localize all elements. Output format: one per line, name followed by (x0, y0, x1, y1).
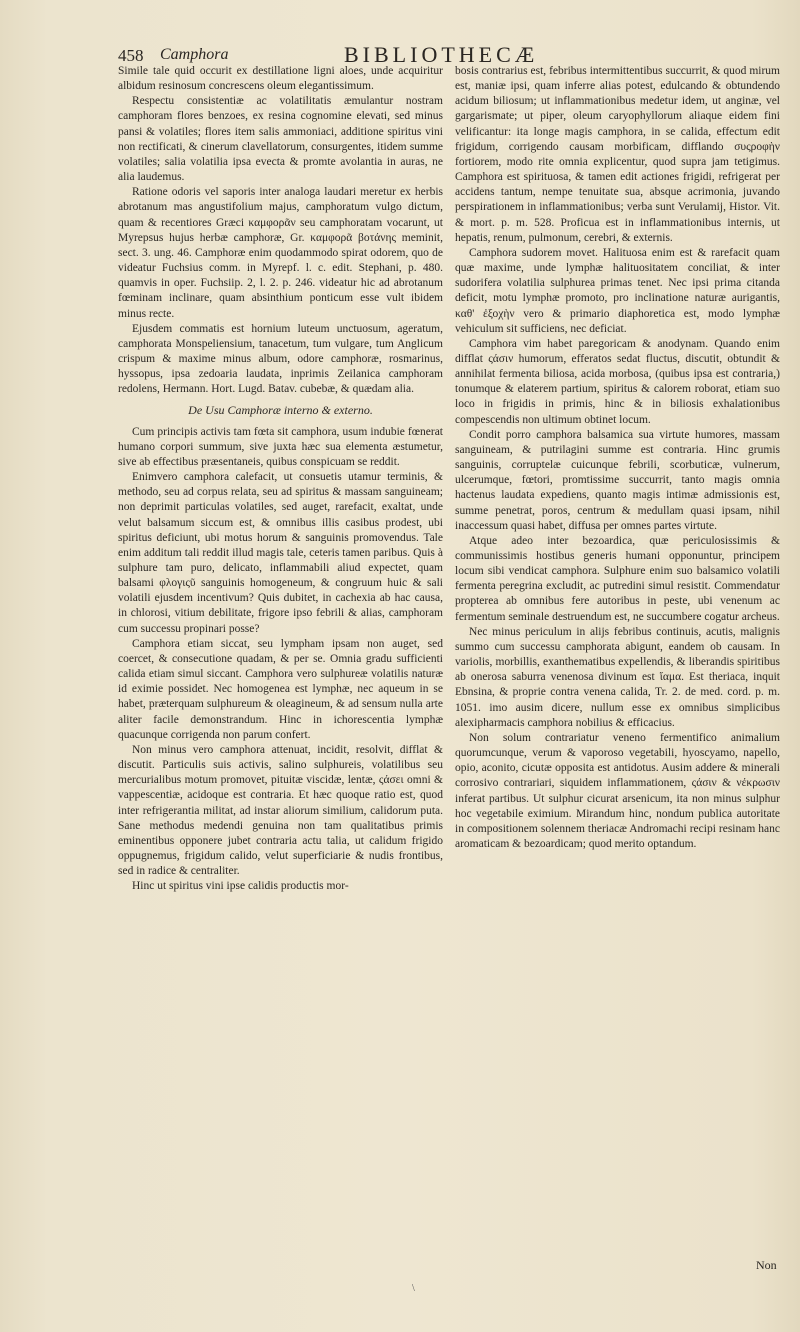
paragraph: Ratione odoris vel saporis inter analoga laudari meretur ex herbis abrotanum mas angustifolium majus, camphoratum vulgo dictum, quam & recentiores Græci καμφορᾶν seu camphoratam vocarunt, ut Myrepsus hujus herbæ camphoræ, Gr. καμφορᾶ βοτάνης meminit, sect. 3. ung. 46. Camphoræ enim quodammodo spirat odorem, quo de videatur Fuchsius comm. in Myrepf. l. c. edit. Stephani, p. 480. quamvis in oper. Fuchsiip. 2, l. 2. p. 246. videatur hic ad abrotanum fœminam inclinare, quam absinthium ponticum esse vult ibidem minus recte. (118, 186, 443, 320)
catchword: Non (756, 1258, 777, 1272)
paragraph: Non minus vero camphora attenuat, incidit, resolvit, difflat & discutit. Particulis suis activis, salino sulphureis, volatilibus seu mercurialibus motum promovet, pituitæ viscidæ, lentæ, ςάσει omni & vappescentiæ, acidoque est contraria. Et hæc quoque ratio est, quod inter refrigerantia militat, ad instar aliorum similium, calidorum puta. Sane methodus medendi genuina non tam qualitatibus primis eminentibus opponere jubet contraria actu talia, ut calidum frigido oppugnemus, frigidum calido, velut superficiarie & nudis frontibus, sed in radice & centraliter. (118, 743, 443, 878)
paragraph: bosis contrarius est, febribus intermittentibus succurrit, & quod mirum est, maniæ ipsi, quam inferre alias potest, edulcando & obtundendo acidum biliosum; ut inflammationibus medetur idem, ut anginæ, vel gargarismate; ut piper, oleum caryophyllorum aliaque eidem fini velificantur: ita longe magis camphora, in se calida, effectum edit frigidum, corrigendo causam morbificam, difflando συςροφὴν fortiorem, modo rite omnia explicentur, quod supra jam tetigimus. Camphora est spirituosa, & tamen edit actiones frigidi, refrigerat per accidens tantum, nempe tenuitate sua, absque acrimonia, juvando perspirationem in inflammationibus; verba sunt Verulamij, Histor. Vit. & mort. p. m. 528. Proficua est in inflammationibus internis, ut hepatis, renum, pulmonum, cerebri, & externis. (455, 65, 780, 244)
right-column (455, 64, 780, 852)
paragraph: Simile tale quid occurit ex destillatione ligni aloes, unde acquiritur albidum resinosum concrescens oleum elegantissimum. (118, 65, 443, 93)
book-title: BIBLIOTHECÆ (344, 42, 539, 67)
paragraph: Hinc ut spiritus vini ipse calidis productis mor- (132, 880, 349, 893)
left-column (118, 64, 443, 894)
paragraph: Enimvero camphora calefacit, ut consuetis utamur terminis, & methodo, seu ad corpus relata, seu ad spiritus & massam sanguineam; non deprimit particulas volatiles, sed auget, rarefacit, exaltat, unde velut balsamum siccum est, & omnibus illis casibus prodest, ubi spiritus deficiunt, ubi motus horum & sanguinis promovendus. Tale enim additum tali reddit illud magis tale, ceteris tamen paribus. Quis à sulphure tam puro, delicato, inflammabili aliud expectet, quam balsami φλογιςῦ sanguinis homogeneum, & congruum huic & sali volatili ejusdem incentivum? Quis dubitet, in cachexia ab hac causa, in chlorosi, vitium debilitate, frigore ipso febrili & alias, camphoram cum successu propinari posse? (118, 471, 443, 635)
paragraph: Non solum contrariatur veneno fermentifico animalium quorumcunque, verum & vaporoso vegetabili, hyoscyamo, napello, opio, aconito, cicutæ opposita est antidotus. Ausim addere & minerali corrosivo contrariari, siquidem inflammationem, ςάσιν & νέκρωσιν inferat partibus. Ut sulphur cicurat arsenicum, ita non minus sulphur hoc vegetabile eximium. Mirandum hinc, nondum publica autoritate in compositionem solennem theriacæ Andromachi recipi resinam hanc aromaticam & bezoardicam; quod merito optandum. (455, 731, 780, 850)
paragraph: Atque adeo inter bezoardica, quæ periculosissimis & communissimis hostibus generis humani opponuntur, principem locum sibi vendicat camphora. Sulphure enim suo balsamico volatili fermenta peregrina excludit, ac putredini simul resistit. Commendatur propterea ab omnibus fere autoribus in peste, ubi venenum ac fermentum seminale destruendum est, ne succumbere cogatur archeus. (455, 534, 780, 623)
paragraph: Nec minus periculum in alijs febribus continuis, acutis, malignis summo cum successu camphorata abigunt, eandem ob causam. In variolis, morbillis, exanthematibus expellendis, & liberandis spiritibus ab onerosa saburra venenosa divinum est ἴαμα. Est theriaca, inquit Ebnsina, & proprie contra venena calida, Tr. 2. de med. cord. p. m. 1051. imo ausim dicere, nullum esse ex omnibus simplicibus alexipharmacis camphora nobilius & efficacius. (455, 625, 780, 729)
paragraph: Ejusdem commatis est hornium luteum unctuosum, ageratum, camphorata Monspeliensium, tanacetum, tum vulgare, tum Anglicum crispum & maxime minus album, odore camphoræ, rosmarinus, hyssopus, ipsa zedoaria laudata, inprimis Zeilanica camphoram redolens, Hermann. Hort. Lugd. Batav. cubebæ, & quædam alia. (118, 322, 443, 396)
section-heading: De Usu Camphoræ interno & externo. (188, 403, 373, 418)
paragraph: Condit porro camphora balsamica sua virtute humores, massam sanguineam, & putrilagini summe est contraria. Hinc grumis sanguinis, corruptelæ cuicunque febrili, scorbuticæ, vulnerum, ulcerumque, fœtori, promtissime succurrit, tanto magis omnia hactenus laudata expediens, quanto magis intimæ admissionis est, summe penetrat, poros, centrum & medullam quasi ipsam, nihil inaccessum quasi habet, diffusa per omnes partes virtute. (455, 428, 780, 532)
paragraph: Camphora sudorem movet. Halituosa enim est & rarefacit quam quæ maxime, unde lymphæ halituositatem conciliat, & inter sudorifera volatilia sulphurea primas tenet. Nec ipsi prima citanda deficit, motu lymphæ promoto, pro inclinatione naturæ aurigantis, καθ' ἐξοχὴν vero & primario diaphoretica est, modo lymphæ vehiculum sit sufficiens, nec deficiat. (455, 246, 780, 335)
paragraph: Camphora vim habet paregoricam & anodynam. Quando enim difflat ςάσιν humorum, efferatos sedat fluctus, discutit, obtundit & annihilat fermenta biliosa, acida morbosa, (quibus ipsa est contraria,) tonumque & elaterem partium, spiritus & calorem roborat, etiam suo loco in frigidis in primis, hinc & in biliosis exhalationibus compescendis non ultimum obtinet locum. (455, 337, 780, 426)
running-head: Camphora (160, 46, 229, 63)
paragraph: Respectu consistentiæ ac volatilitatis æmulantur nostram camphoram flores benzoes, ex resina cognomine elevati, sed minus pansi & volatiles; flores item salis ammoniaci, additione spiritus vini non rectificati, & cinerum clavellatorum, consurgentes, itidem summe volatiles; salia volatilia ipsa evecta & promte avolantia in auras, ne alia laudemus. (118, 95, 443, 184)
page-number: 458 (118, 46, 144, 65)
paragraph: Camphora etiam siccat, seu lympham ipsam non auget, sed coercet, & consecutione quadam, & per se. Omnia gradu sufficienti calida etiam simul siccant. Camphora vero sulphureæ volatilis naturæ id eximie possidet. Nec homogenea est lymphæ, nec aqueum in se habet, præterquam sulphureum & oleagineum, & ad sensum nulla arte aliter facile demonstrandum. Hinc in ichorescentia lymphæ quacunque corrigenda non parum confert. (118, 637, 443, 741)
paragraph: Cum principis activis tam fœta sit camphora, usum indubie fœnerat humano corpori summum, sive juxta hæc sua elementa æstumetur, sive ab effectibus præsentaneis, quibus conspicuam se reddit. (118, 425, 443, 468)
signature-mark: \ (412, 1283, 415, 1294)
